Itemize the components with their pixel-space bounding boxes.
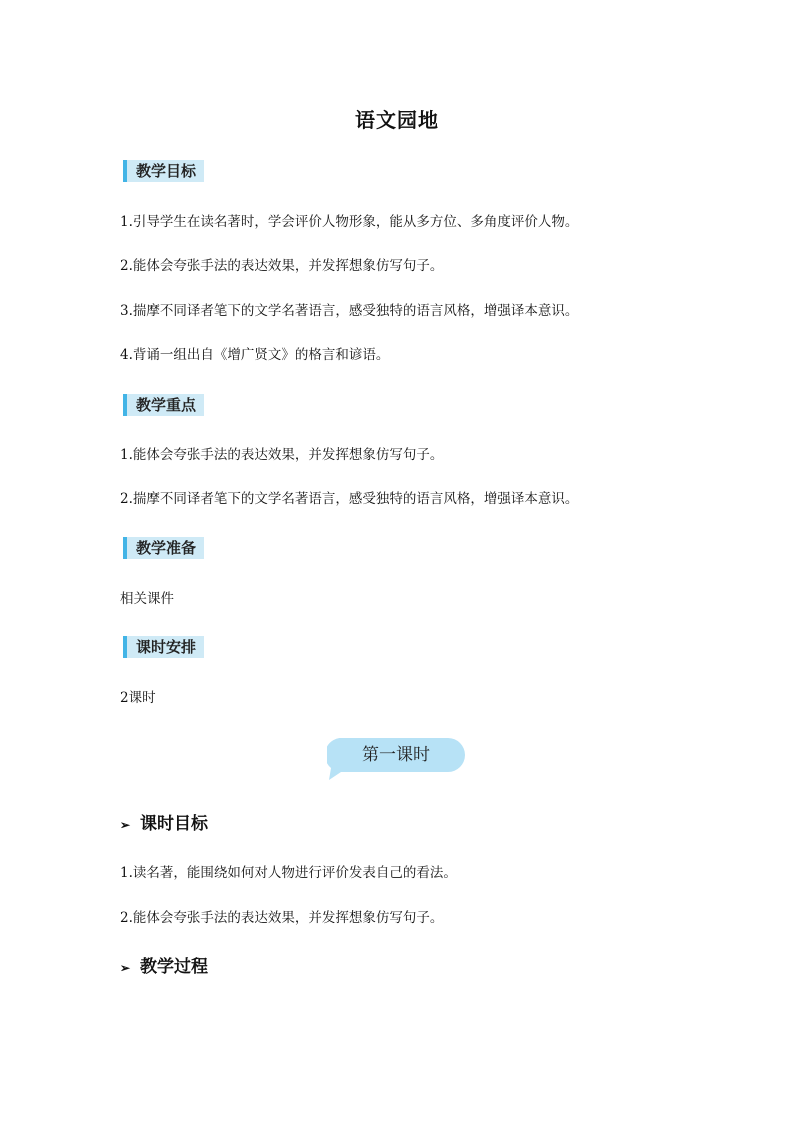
lesson-objectives-heading xyxy=(120,813,208,836)
lesson-objective-item-1: 1.读名著，能围绕如何对人物进行评价发表自己的看法。 xyxy=(120,865,457,881)
arrow-right-icon: ➢ xyxy=(120,960,131,975)
section-heading-teaching-goals: 教学目标 xyxy=(123,160,204,182)
page-title: 语文园地 xyxy=(355,108,439,132)
goal-item-3: 3.揣摩不同译者笔下的文学名著语言，感受独特的语言风格，增强译本意识。 xyxy=(120,303,579,319)
lesson-objective-item-2: 2.能体会夸张手法的表达效果，并发挥想象仿写句子。 xyxy=(120,910,444,926)
section-heading-preparation: 教学准备 xyxy=(123,537,204,559)
section-heading-schedule: 课时安排 xyxy=(123,636,204,658)
lesson-banner-label: 第一课时 xyxy=(362,745,430,765)
arrow-right-icon: ➢ xyxy=(120,817,131,832)
teaching-process-heading xyxy=(120,956,208,979)
goal-item-4: 4.背诵一组出自《增广贤文》的格言和谚语。 xyxy=(120,347,390,363)
preparation-text: 相关课件 xyxy=(120,591,174,607)
lesson-objectives-label: 课时目标 xyxy=(140,814,208,834)
schedule-text: 2课时 xyxy=(120,690,156,706)
lesson-banner xyxy=(327,738,465,780)
goal-item-2: 2.能体会夸张手法的表达效果，并发挥想象仿写句子。 xyxy=(120,258,444,274)
goal-item-1: 1.引导学生在读名著时，学会评价人物形象，能从多方位、多角度评价人物。 xyxy=(120,214,579,230)
section-heading-key-points: 教学重点 xyxy=(123,394,204,416)
key-point-item-1: 1.能体会夸张手法的表达效果，并发挥想象仿写句子。 xyxy=(120,447,444,463)
key-point-item-2: 2.揣摩不同译者笔下的文学名著语言，感受独特的语言风格，增强译本意识。 xyxy=(120,491,579,507)
teaching-process-label: 教学过程 xyxy=(140,957,208,977)
